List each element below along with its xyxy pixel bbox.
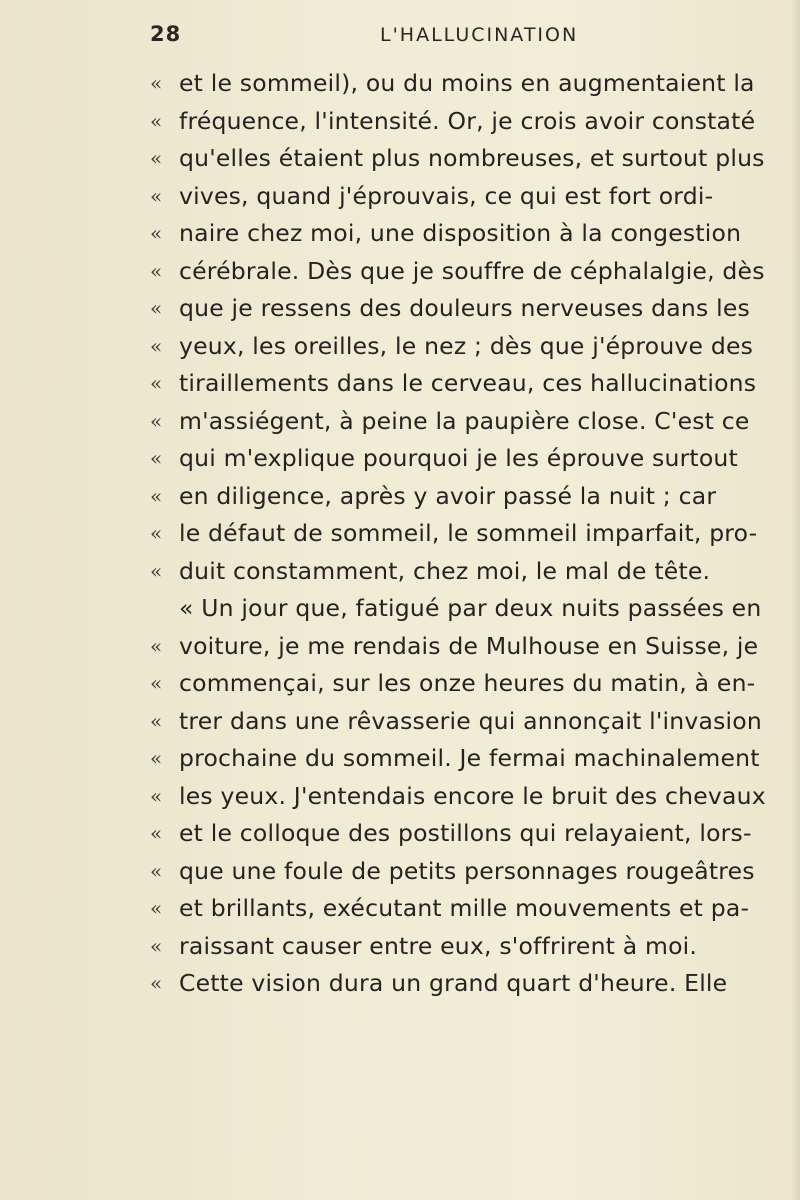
page-edge [790, 0, 800, 1200]
quote-mark: « [150, 371, 163, 395]
text-line [150, 740, 780, 778]
line-text: et brillants, exécutant mille mouvements et pa- [179, 894, 750, 922]
line-text: et le colloque des postillons qui relayaient, lors- [179, 819, 752, 847]
quote-mark: « [150, 521, 163, 545]
quote-mark: « [150, 821, 163, 845]
text-line [150, 365, 780, 403]
line-text: le défaut de sommeil, le sommeil imparfait, pro- [179, 519, 758, 547]
line-text: prochaine du sommeil. Je fermai machinalement [179, 744, 760, 772]
quote-mark: « [150, 183, 163, 208]
text-line [150, 440, 780, 478]
text-line [150, 478, 780, 516]
quote-mark: « [150, 483, 163, 508]
page-number: 28 [150, 22, 182, 46]
running-title: L'HALLUCINATION [380, 24, 579, 46]
body-text [150, 65, 780, 1003]
quote-mark: « [150, 633, 163, 658]
line-text: Cette vision dura un grand quart d'heure. Elle [179, 969, 728, 997]
quote-mark: « [150, 858, 163, 883]
text-line [150, 890, 780, 928]
line-text: qu'elles étaient plus nombreuses, et surtout plus [179, 144, 765, 172]
quote-mark: « [150, 296, 163, 320]
text-line [150, 328, 780, 366]
line-text: les yeux. J'entendais encore le bruit des chevaux [179, 781, 766, 810]
text-line [150, 253, 780, 291]
quote-mark: « [150, 333, 163, 358]
quote-mark: « [150, 746, 163, 770]
text-line [150, 815, 780, 853]
text-line [150, 703, 780, 741]
line-text: « Un jour que, fatigué par deux nuits passées en [179, 594, 762, 622]
line-text: que je ressens des douleurs nerveuses dans les [179, 294, 750, 322]
text-line [150, 928, 780, 966]
text-line [150, 628, 780, 666]
line-text: naire chez moi, une disposition à la congestion [179, 219, 742, 247]
line-text: yeux, les oreilles, le nez ; dès que j'éprouve des [179, 331, 754, 360]
line-text: voiture, je me rendais de Mulhouse en Suisse, je [179, 631, 759, 660]
line-text: raissant causer entre eux, s'offrirent à moi. [179, 931, 698, 960]
line-text: que une foule de petits personnages rougeâtres [179, 856, 755, 885]
line-text: tiraillements dans le cerveau, ces hallucinations [179, 369, 757, 397]
line-text: fréquence, l'intensité. Or, je crois avoir constaté [179, 106, 756, 135]
text-line [150, 553, 780, 591]
quote-mark: « [150, 146, 163, 170]
line-text: commençai, sur les onze heures du matin, à en- [179, 669, 756, 697]
quote-mark: « [150, 558, 163, 583]
line-text: en diligence, après y avoir passé la nuit ; car [179, 481, 717, 510]
quote-mark: « [150, 896, 163, 920]
quote-mark: « [150, 708, 163, 733]
quote-mark: « [150, 108, 163, 133]
quote-mark: « [150, 783, 163, 808]
line-text: trer dans une rêvasserie qui annonçait l'invasion [179, 706, 762, 735]
text-line [150, 403, 780, 441]
line-text: duit constamment, chez moi, le mal de tête. [179, 556, 711, 585]
quote-mark: « [150, 671, 163, 695]
text-line [150, 665, 780, 703]
text-line [150, 140, 780, 178]
page-header [0, 22, 800, 58]
text-line [150, 590, 780, 628]
quote-mark: « [150, 221, 163, 245]
line-text: cérébrale. Dès que je souffre de céphalalgie, dès [179, 256, 765, 285]
quote-mark: « [150, 71, 163, 95]
text-line [150, 965, 780, 1003]
quote-mark: « [150, 258, 163, 283]
text-line [150, 515, 780, 553]
quote-mark: « [150, 446, 163, 470]
quote-mark: « [150, 408, 163, 433]
line-text: m'assiégent, à peine la paupière close. C'est ce [179, 406, 750, 435]
text-line [150, 103, 780, 141]
text-line [150, 65, 780, 103]
line-text: qui m'explique pourquoi je les éprouve surtout [179, 444, 738, 472]
text-line [150, 853, 780, 891]
text-line [150, 290, 780, 328]
line-text: et le sommeil), ou du moins en augmentaient la [179, 69, 755, 97]
quote-mark: « [150, 971, 163, 995]
text-line [150, 178, 780, 216]
text-line [150, 215, 780, 253]
text-line [150, 778, 780, 816]
quote-mark: « [150, 933, 163, 958]
line-text: vives, quand j'éprouvais, ce qui est fort ordi- [179, 181, 714, 210]
